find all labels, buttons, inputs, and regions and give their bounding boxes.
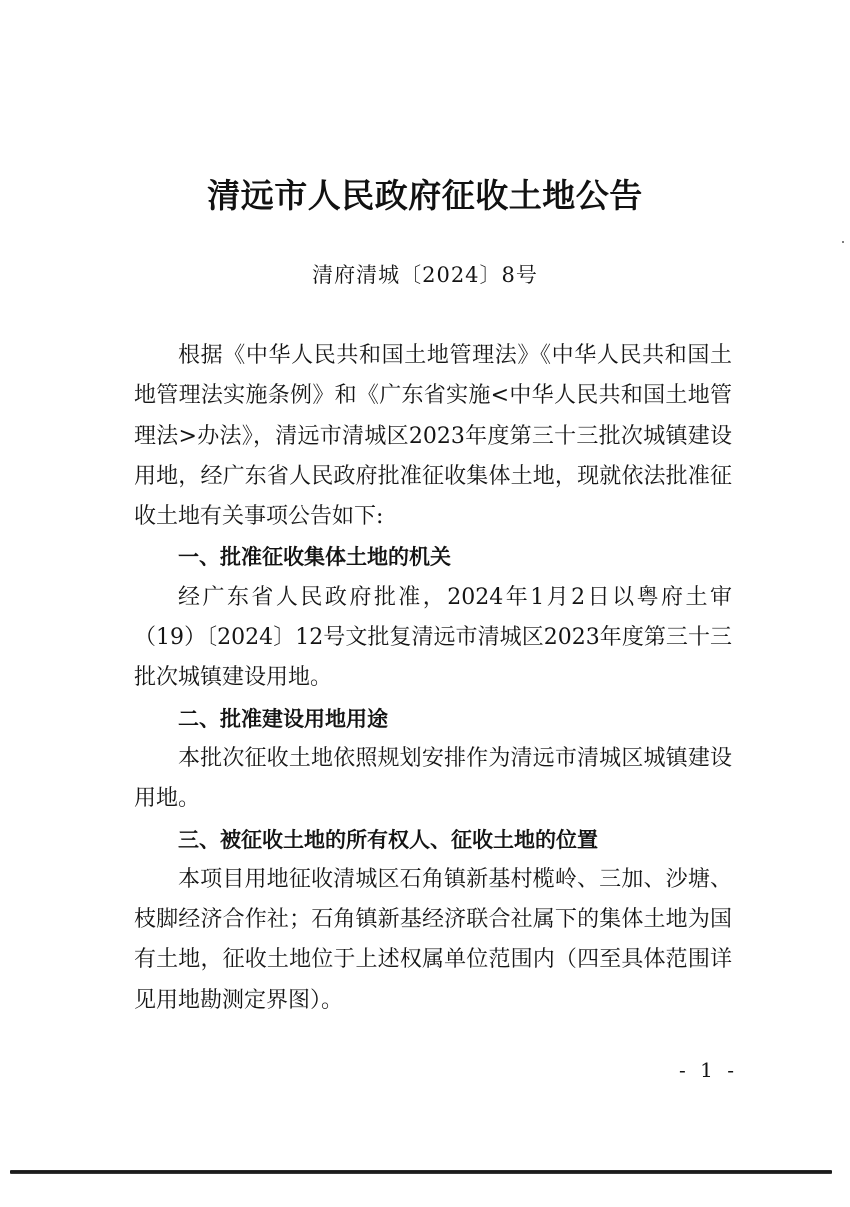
section-body-2: 本批次征收土地依照规划安排作为清远市清城区城镇建设用地。 <box>134 745 732 812</box>
document-number: 清府清城〔2024〕8号 <box>312 263 538 287</box>
document-body <box>134 336 732 1021</box>
section-heading-3: 三、被征收土地的所有权人、征收土地的位置 <box>178 827 598 852</box>
section-heading-2: 二、批准建设用地用途 <box>178 706 388 731</box>
footer-rule <box>10 1170 832 1174</box>
scan-speck <box>842 241 844 243</box>
page-title: 清远市人民政府征收土地公告 <box>207 176 643 215</box>
section-body-3: 本项目用地征收清城区石角镇新基村榄岭、三加、沙塘、枝脚经济合作社；石角镇新基经济联合社属下的集体土地为国有土地，征收土地位于上述权属单位范围内（四至具体范围详见用地勘测定界图）。 <box>134 866 732 1013</box>
page-number: - 1 - <box>679 1058 738 1082</box>
section-body-1: 经广东省人民政府批准，2024年1月2日以粤府土审（19）〔2024〕12号文批复清远市清城区2023年度第三十三批次城镇建设用地。 <box>134 584 732 691</box>
section-heading-1: 一、批准征收集体土地的机关 <box>178 545 451 570</box>
intro-paragraph: 根据《中华人民共和国土地管理法》《中华人民共和国土地管理法实施条例》和《广东省实施<中华人民共和国土地管理法>办法》，清远市清城区2023年度第三十三批次城镇建设用地，经广东省人民政府批准征收集体土地，现就依法批准征收土地有关事项公告如下: <box>134 343 732 530</box>
